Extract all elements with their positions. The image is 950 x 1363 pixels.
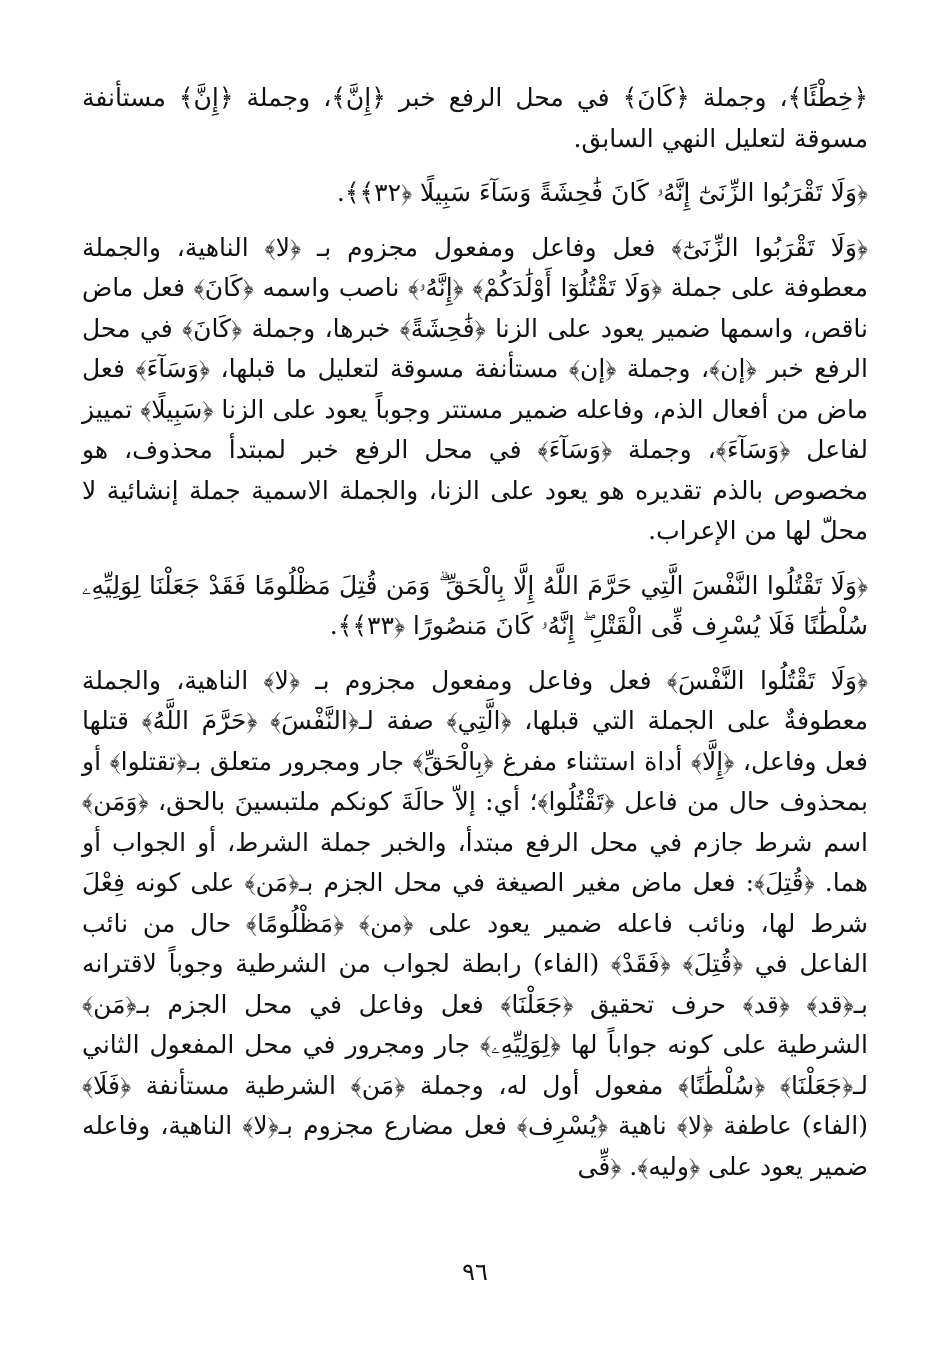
- quran-verse-32: ﴿وَلَا تَقْرَبُوا الزِّنَىٰٓ إِنَّهُۥ كَانَ فَٰحِشَةً وَسَآءَ سَبِيلًا ﴿٣٢﴾﴾.: [336, 178, 868, 207]
- paragraph-intro: ﴿خِطْئًا﴾، وجملة ﴿كَانَ﴾ في محل الرفع خبر ﴿إِنَّ﴾، وجملة ﴿إِنَّ﴾ مستأنفة مسوقة لتعليل النهي السابق.: [82, 83, 868, 153]
- page-body: [82, 78, 868, 1187]
- paragraph-irab-33: ﴿وَلَا تَقْتُلُوا النَّفْسَ﴾ فعل وفاعل ومفعول مجزوم بـ ﴿لا﴾ الناهية، والجملة معطوفةٌ على الجملة التي قبلها، ﴿الَّتِي﴾ صفة لـ﴿النَّفْسَ﴾ ﴿حَرَّمَ اللَّهُ﴾ قتلها فعل وفاعل، ﴿إِلَّا﴾ أداة استثناء مفرغ ﴿بِالْحَقِّ﴾ جار ومجرور متعلق بـ﴿تقتلوا﴾ أو بمحذوف حال من فاعل ﴿تَقْتُلُوا﴾؛ أي: إلاّ حالَةَ كونكم ملتبسينَ بالحق، ﴿وَمَن﴾ اسم شرط جازم في محل الرفع مبتدأ، والخبر جملة الشرط، أو الجواب أو هما. ﴿قُتِلَ﴾: فعل ماض مغير الصيغة في محل الجزم بـ﴿مَن﴾ على كونه فِعْلَ شرط لها، ونائب فاعله ضمير يعود على ﴿من﴾ ﴿مَظْلُومًا﴾ حال من نائب الفاعل في ﴿قُتِلَ﴾ ﴿فَقَدْ﴾ (الفاء) رابطة لجواب من الشرطية وجوباً لاقترانه بـ﴿قد﴾ ﴿قد﴾ حرف تحقيق ﴿جَعَلْنَا﴾ فعل وفاعل في محل الجزم بـ﴿مَن﴾ الشرطية على كونه جواباً لها ﴿لِوَلِيِّهِۦ﴾ جار ومجرور في محل المفعول الثاني لـ﴿جَعَلْنَا﴾ ﴿سُلْطَٰنًا﴾ مفعول أول له، وجملة ﴿مَن﴾ الشرطية مستأنفة ﴿فَلَا﴾ (الفاء) عاطفة ﴿لا﴾ ناهية ﴿يُسْرِف﴾ فعل مضارع مجزوم بـ﴿لا﴾ الناهية، وفاعله ضمير يعود على ﴿وليه﴾. ﴿فِّى: [82, 665, 868, 1181]
- quran-verse-33: ﴿وَلَا تَقْتُلُوا النَّفْسَ الَّتِي حَرَّمَ اللَّهُ إِلَّا بِالْحَقِّ ۗ وَمَن قُتِلَ مَظْلُومًا فَقَدْ جَعَلْنَا لِوَلِيِّهِۦ سُلْطَٰنًا فَلَا يُسْرِف فِّى الْقَتْلِ ۖ إِنَّهُۥ كَانَ مَنصُورًا ﴿٣٣﴾﴾.: [82, 570, 868, 640]
- paragraph-irab-32: ﴿وَلَا تَقْرَبُوا الزِّنَىٰٓ﴾ فعل وفاعل ومفعول مجزوم بـ ﴿لا﴾ الناهية، والجملة معطوفة على جملة ﴿وَلَا تَقْتُلُوٓا أَوْلَٰدَكُمْ﴾ ﴿إِنَّهُۥ﴾ ناصب واسمه ﴿كَانَ﴾ فعل ماض ناقص، واسمها ضمير يعود على الزنا ﴿فَٰحِشَةً﴾ خبرها، وجملة ﴿كَانَ﴾ في محل الرفع خبر ﴿إن﴾، وجملة ﴿إن﴾ مستأنفة مسوقة لتعليل ما قبلها، ﴿وَسَآءَ﴾ فعل ماض من أفعال الذم، وفاعله ضمير مستتر وجوباً يعود على الزنا ﴿سَبِيلًا﴾ تمييز لفاعل ﴿وَسَآءَ﴾، وجملة ﴿وَسَآءَ﴾ في محل الرفع خبر لمبتدأ محذوف، هو مخصوص بالذم تقديره هو يعود على الزنا، والجملة الاسمية جملة إنشائية لا محلّ لها من الإعراب.: [82, 232, 868, 545]
- page-number: ٩٦: [462, 1258, 488, 1286]
